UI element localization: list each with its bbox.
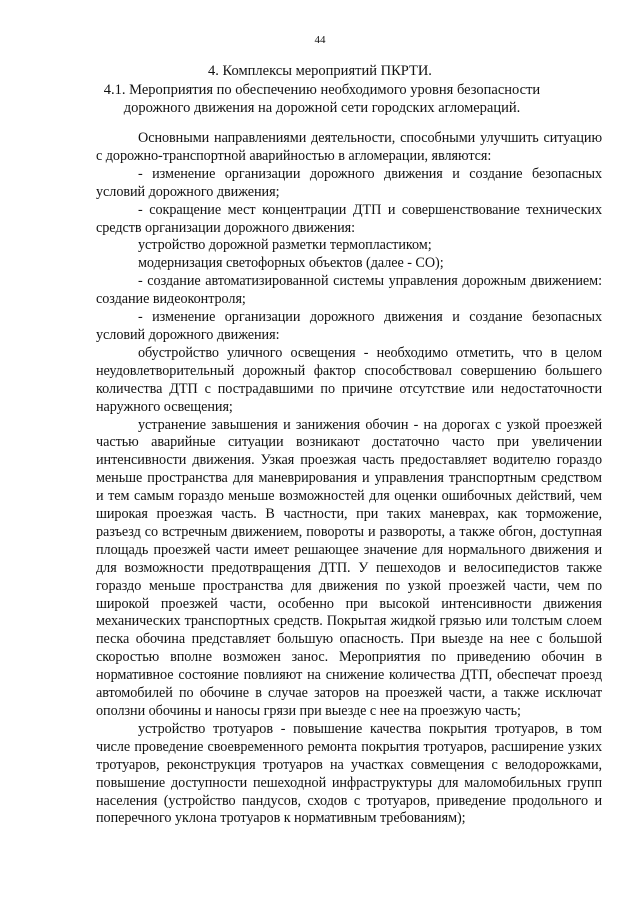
paragraph-sidewalks: устройство тротуаров - повышение качества покрытия тротуаров, в том числе проведение своевременного ремонта покрытия тротуаров, расширение узких тротуаров, реконструкция тротуаров на участках совмещения с велодорожками, повышение доступности пешеходной инфраструктуры для маломобильных групп населения (устройство пандусов, сходов с тротуаров, приведение продольного и поперечного уклона тротуаров к нормативным требованиям); [96, 720, 602, 827]
paragraph-road-shoulders: устранение завышения и занижения обочин - на дорогах с узкой проезжей частью аварийные ситуации возникают достаточно часто при увеличении интенсивности движения. Узкая проезжая часть предоставляет водителю гораздо меньше пространства для маневрирования и управления транспортным средством и тем самым гораздо меньше возможностей для оценки ошибочных действий, чем широкая проезжая часть. В частности, при таких маневрах, как торможение, разъезд со встречным движением, повороты и развороты, а также обгон, доступная площадь проезжей части имеет решающее значение для нормального движения и для возможности предотвращения ДТП. У пешеходов и велосипедистов также гораздо меньше пространства для движения по узкой проезжей части, чем по широкой проезжей части, особенно при высокой интенсивности движения механических транспортных средств. Покрытая жидкой грязью или толстым слоем песка обочина представляет большую опасность. При выезде на нее с большой скоростью вполне возможен занос. Мероприятия по приведению обочин в нормативное состояние повлияют на снижение количества ДТП, обеспечат проезд автомобилей по обочине в случае заторов на проезжей части, а также исключат оползни обочины и наносы грязи при выезде с нее на проезжую часть; [96, 416, 602, 719]
body-text [96, 130, 602, 828]
paragraph-sub-item: модернизация светофорных объектов (далее - СО); [138, 255, 444, 272]
paragraph-sub-item: устройство дорожной разметки термопластиком; [138, 237, 432, 254]
paragraph-list-item: - создание автоматизированной системы управления дорожным движением: создание видеоконтроля; [96, 273, 602, 308]
page-number: 44 [314, 34, 326, 46]
section-heading: 4. Комплексы мероприятий ПКРТИ. [208, 63, 432, 79]
paragraph-list-item: - изменение организации дорожного движения и создание безопасных условий дорожного движения: [96, 309, 602, 343]
subsection-heading: 4.1. Мероприятия по обеспечению необходимого уровня безопасности дорожного движения на дорожной сети городских агломераций. [103, 82, 541, 116]
paragraph-intro: Основными направлениями деятельности, способными улучшить ситуацию с дорожно-транспортной аварийностью в агломерации, являются: [96, 130, 602, 164]
paragraph-lighting: обустройство уличного освещения - необходимо отметить, что в целом неудовлетворительный дорожный фактор способствовал совершению большего количества ДТП с пострадавшими по причине отсутствие или недостаточности наружного освещения; [96, 344, 602, 415]
paragraph-list-item: - сокращение мест концентрации ДТП и совершенствование технических средств организации дорожного движения: [96, 201, 602, 236]
paragraph-list-item: - изменение организации дорожного движения и создание безопасных условий дорожного движения; [96, 165, 602, 200]
